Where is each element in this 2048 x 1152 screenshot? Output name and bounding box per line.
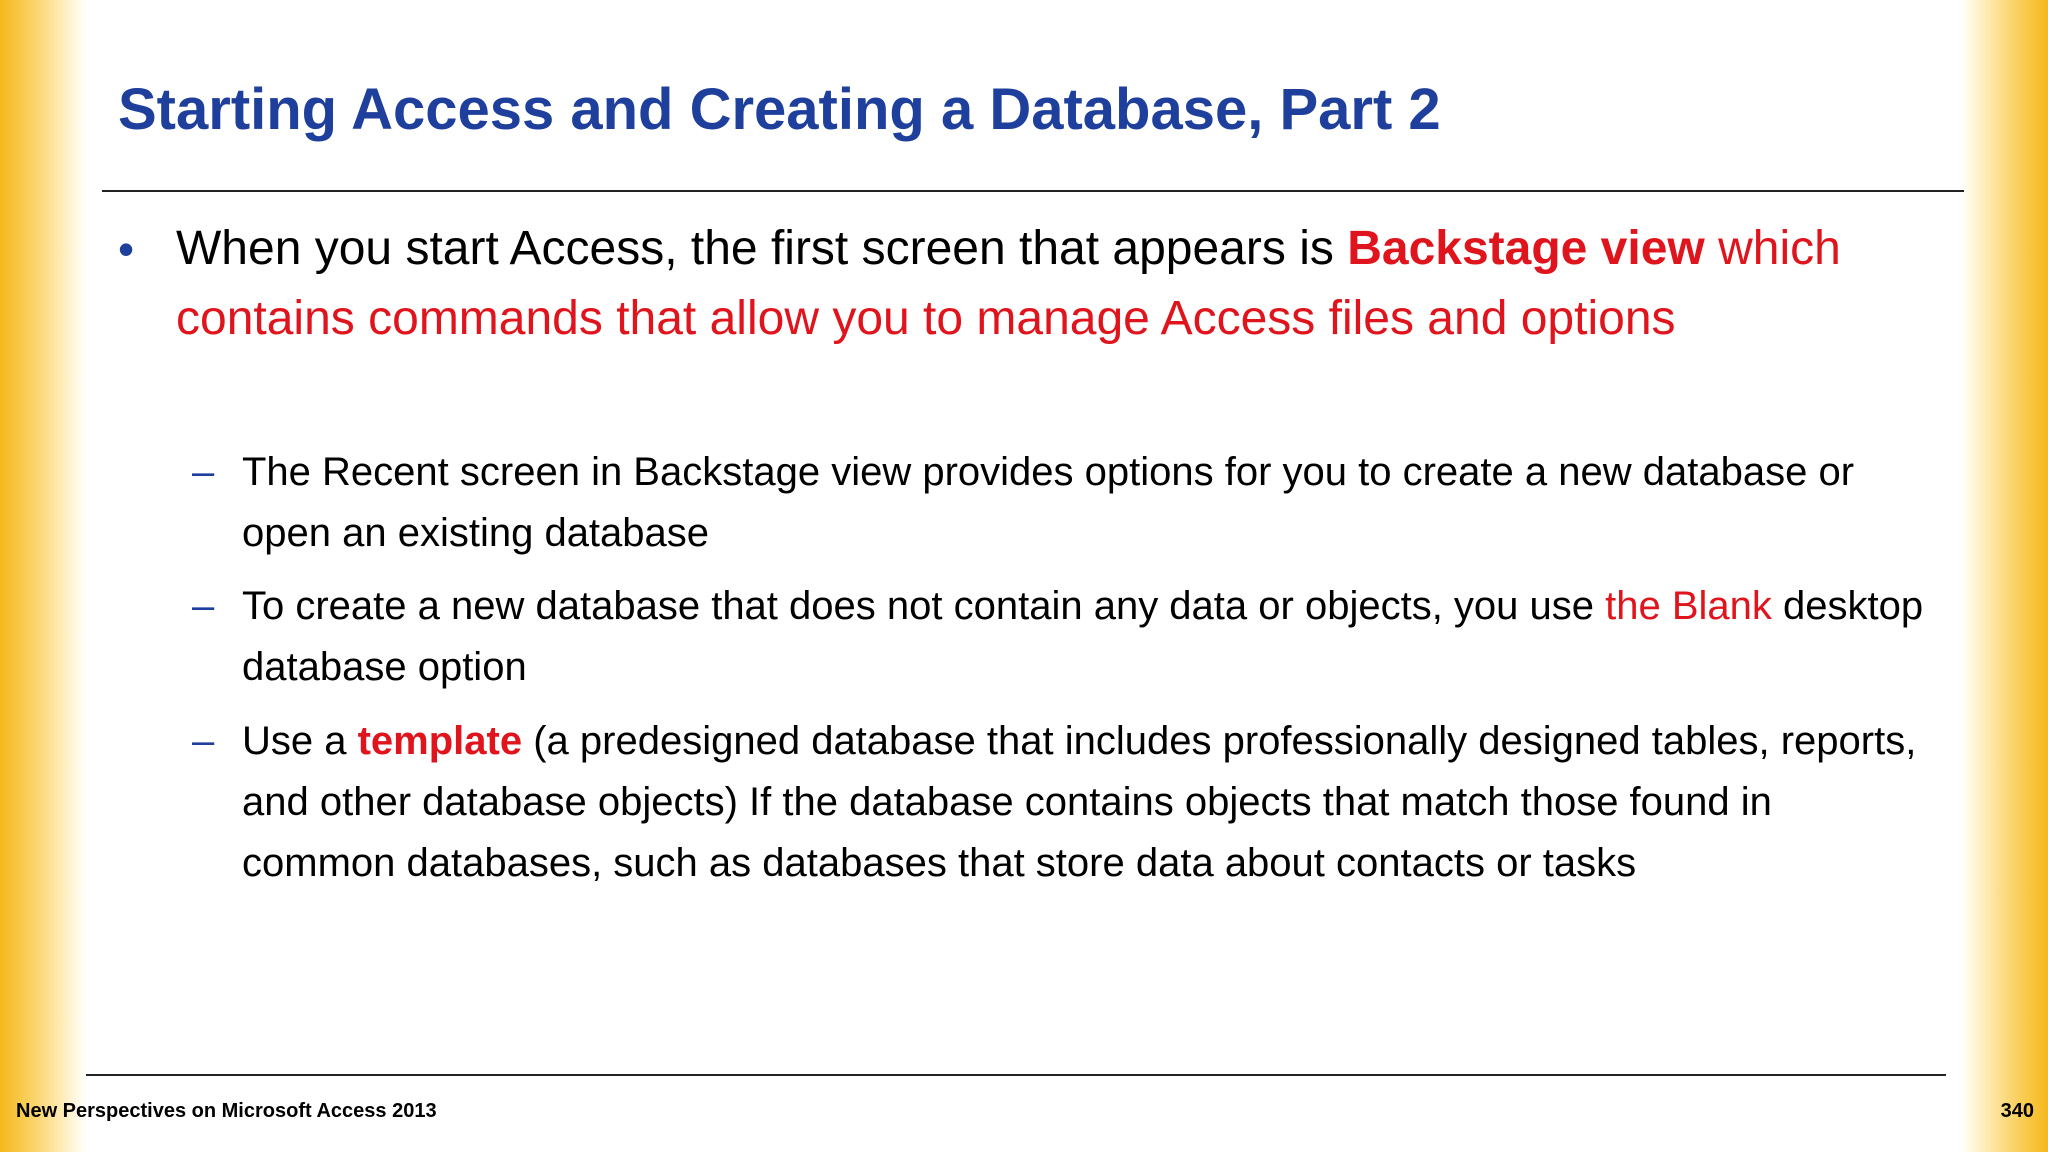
sub-bullet-marker: – [192,450,215,494]
sub-bullet-text-end: desktop database option [242,584,1924,689]
slide-title: Starting Access and Creating a Database, Part 2 [118,77,1441,142]
left-edge-gradient [0,0,86,1152]
sub-bullet-text: The Recent screen in Backstage view provides options for you to create a new database or open an existing database [242,450,1855,555]
sub-bullet-text-start: Use a [242,719,358,763]
sub-bullet-marker: – [192,584,215,628]
backstage-view-term: Backstage view [1347,222,1705,275]
slide-number: 340 [2000,1100,2034,1122]
bullet-marker: • [118,223,135,275]
sub-bullet-marker: – [192,719,215,763]
right-edge-gradient [1960,0,2048,1152]
main-bullet-text [176,214,1916,354]
template-term: template [357,719,523,763]
sub-bullet-text [242,711,1932,894]
footer-divider [86,1074,1946,1076]
backstage-view-definition: which contains commands that allow you to manage Access files and options [176,222,1841,345]
sub-bullet-text-start: To create a new database that does not contain any data or objects, you use [242,584,1606,628]
blank-option-highlight: the Blank [1605,584,1772,628]
sub-bullet-text [242,576,1932,698]
main-bullet-intro: When you start Access, the first screen that appears is [176,222,1348,275]
sub-bullet-text-end: (a predesigned database that includes professionally designed tables, reports, and other database objects) If the database contains objects that match those found in common databases, such as databases that store data about contacts or tasks [242,719,1917,885]
title-divider [102,190,1964,192]
footer-book-title: New Perspectives on Microsoft Access 2013 [16,1100,437,1122]
